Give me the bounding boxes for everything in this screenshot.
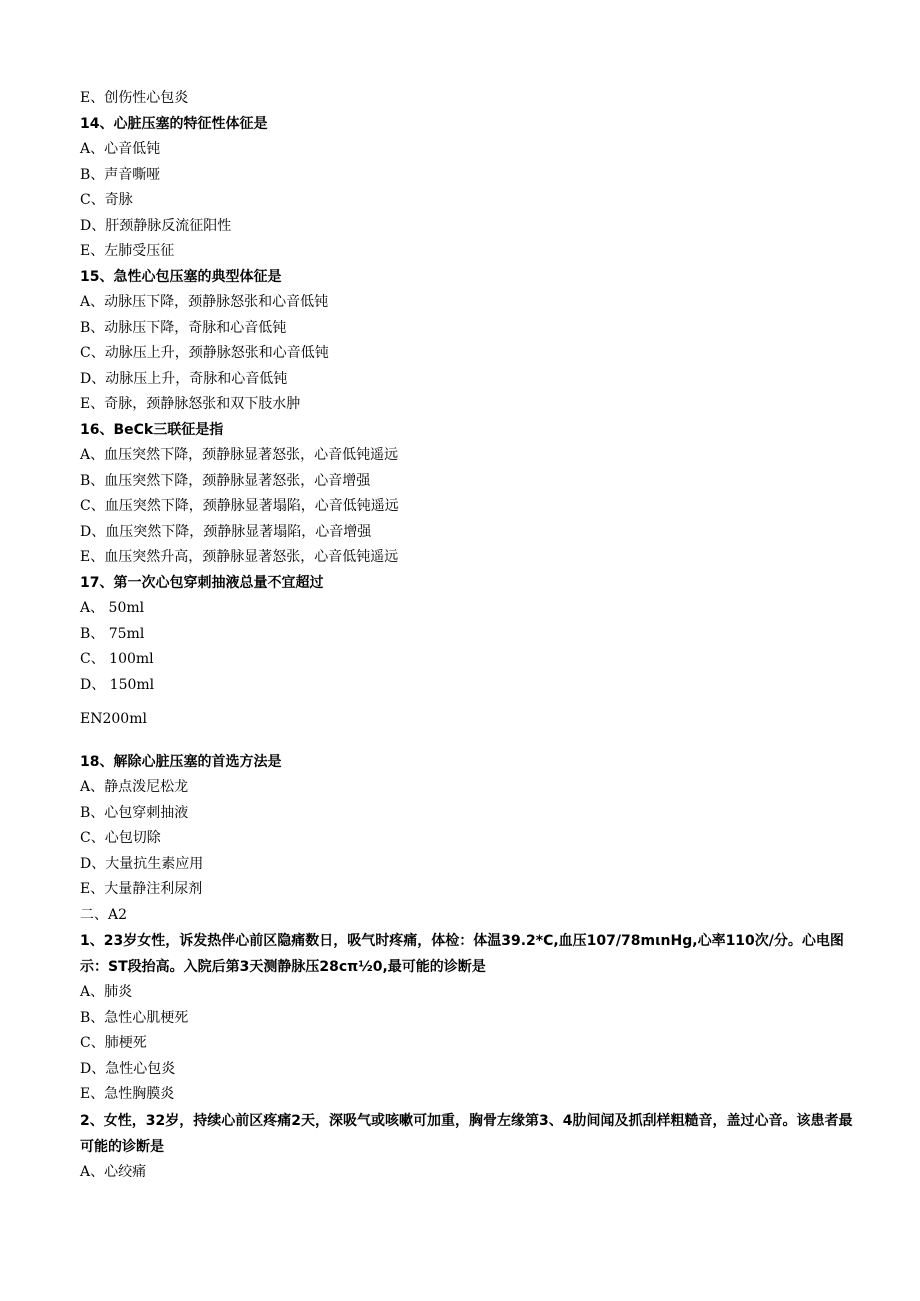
answer-option: C、心包切除 (80, 830, 161, 846)
answer-option: A、动脉压下降，颈静脉怒张和心音低钝 (80, 294, 329, 310)
answer-option: C、血压突然下降，颈静脉显著塌陷，心音低钝遥远 (80, 498, 399, 514)
answer-option: C、动脉压上升，颈静脉怒张和心音低钝 (80, 345, 329, 361)
answer-option: C、 100ml (80, 651, 154, 667)
answer-option: E、左肺受压征 (80, 243, 175, 259)
answer-option: EN200ml (80, 711, 147, 727)
answer-option: D、大量抗生素应用 (80, 855, 204, 872)
answer-option: B、声音嘶哑 (80, 166, 161, 183)
answer-option: A、血压突然下降，颈静脉显著怒张，心音低钝遥远 (80, 447, 399, 463)
answer-option: D、急性心包炎 (80, 1060, 176, 1077)
answer-option: D、动脉压上升，奇脉和心音低钝 (80, 370, 288, 387)
question-title: 18、解除心脏压塞的首选方法是 (80, 753, 282, 770)
answer-option: A、 50ml (80, 600, 145, 616)
answer-option: B、动脉压下降，奇脉和心音低钝 (80, 319, 287, 336)
question-title: 16、BeCk三联征是指 (80, 421, 224, 438)
question-title: 1、23岁女性，诉发热伴心前区隐痛数日，吸气时疼痛，体检：体温39.2*C,血压107/78mιnHg,心率110次/分。心电图示：ST段抬高。入院后第3天测静脉压28cπ½0,最可能的诊断是 (80, 933, 844, 975)
answer-option: E、创伤性心包炎 (80, 90, 189, 106)
answer-option: A、心音低钝 (80, 141, 161, 157)
answer-option: A、肺炎 (80, 984, 133, 1000)
answer-option: D、血压突然下降，颈静脉显著塌陷，心音增强 (80, 523, 372, 540)
answer-option: E、血压突然升高，颈静脉显著怒张，心音低钝遥远 (80, 549, 399, 565)
answer-option: B、急性心肌梗死 (80, 1009, 189, 1026)
answer-option: C、奇脉 (80, 192, 133, 208)
answer-option: B、 75ml (80, 625, 145, 642)
question-title: 2、女性，32岁，持续心前区疼痛2天，深吸气或咳嗽可加重，胸骨左缘第3、4肋间闻及抓刮样粗糙音，盖过心音。该患者最可能的诊断是 (80, 1112, 853, 1155)
answer-option: E、大量静注利尿剂 (80, 881, 203, 897)
answer-option: B、心包穿刺抽液 (80, 804, 189, 821)
answer-option: E、急性胸膜炎 (80, 1086, 175, 1102)
question-title: 15、急性心包压塞的典型体征是 (80, 268, 282, 285)
answer-option: C、肺梗死 (80, 1035, 147, 1051)
document-content (80, 86, 860, 1185)
answer-option: E、奇脉，颈静脉怒张和双下肢水肿 (80, 396, 301, 412)
question-title: 14、心脏压塞的特征性体征是 (80, 115, 268, 132)
answer-option: A、心绞痛 (80, 1163, 147, 1180)
answer-option: A、静点泼尼松龙 (80, 779, 189, 795)
answer-option: 二、A2 (80, 906, 128, 923)
answer-option: B、血压突然下降，颈静脉显著怒张，心音增强 (80, 472, 371, 489)
question-title: 17、第一次心包穿刺抽液总量不宜超过 (80, 574, 324, 591)
answer-option: D、 150ml (80, 676, 155, 693)
answer-option: D、肝颈静脉反流征阳性 (80, 217, 232, 234)
